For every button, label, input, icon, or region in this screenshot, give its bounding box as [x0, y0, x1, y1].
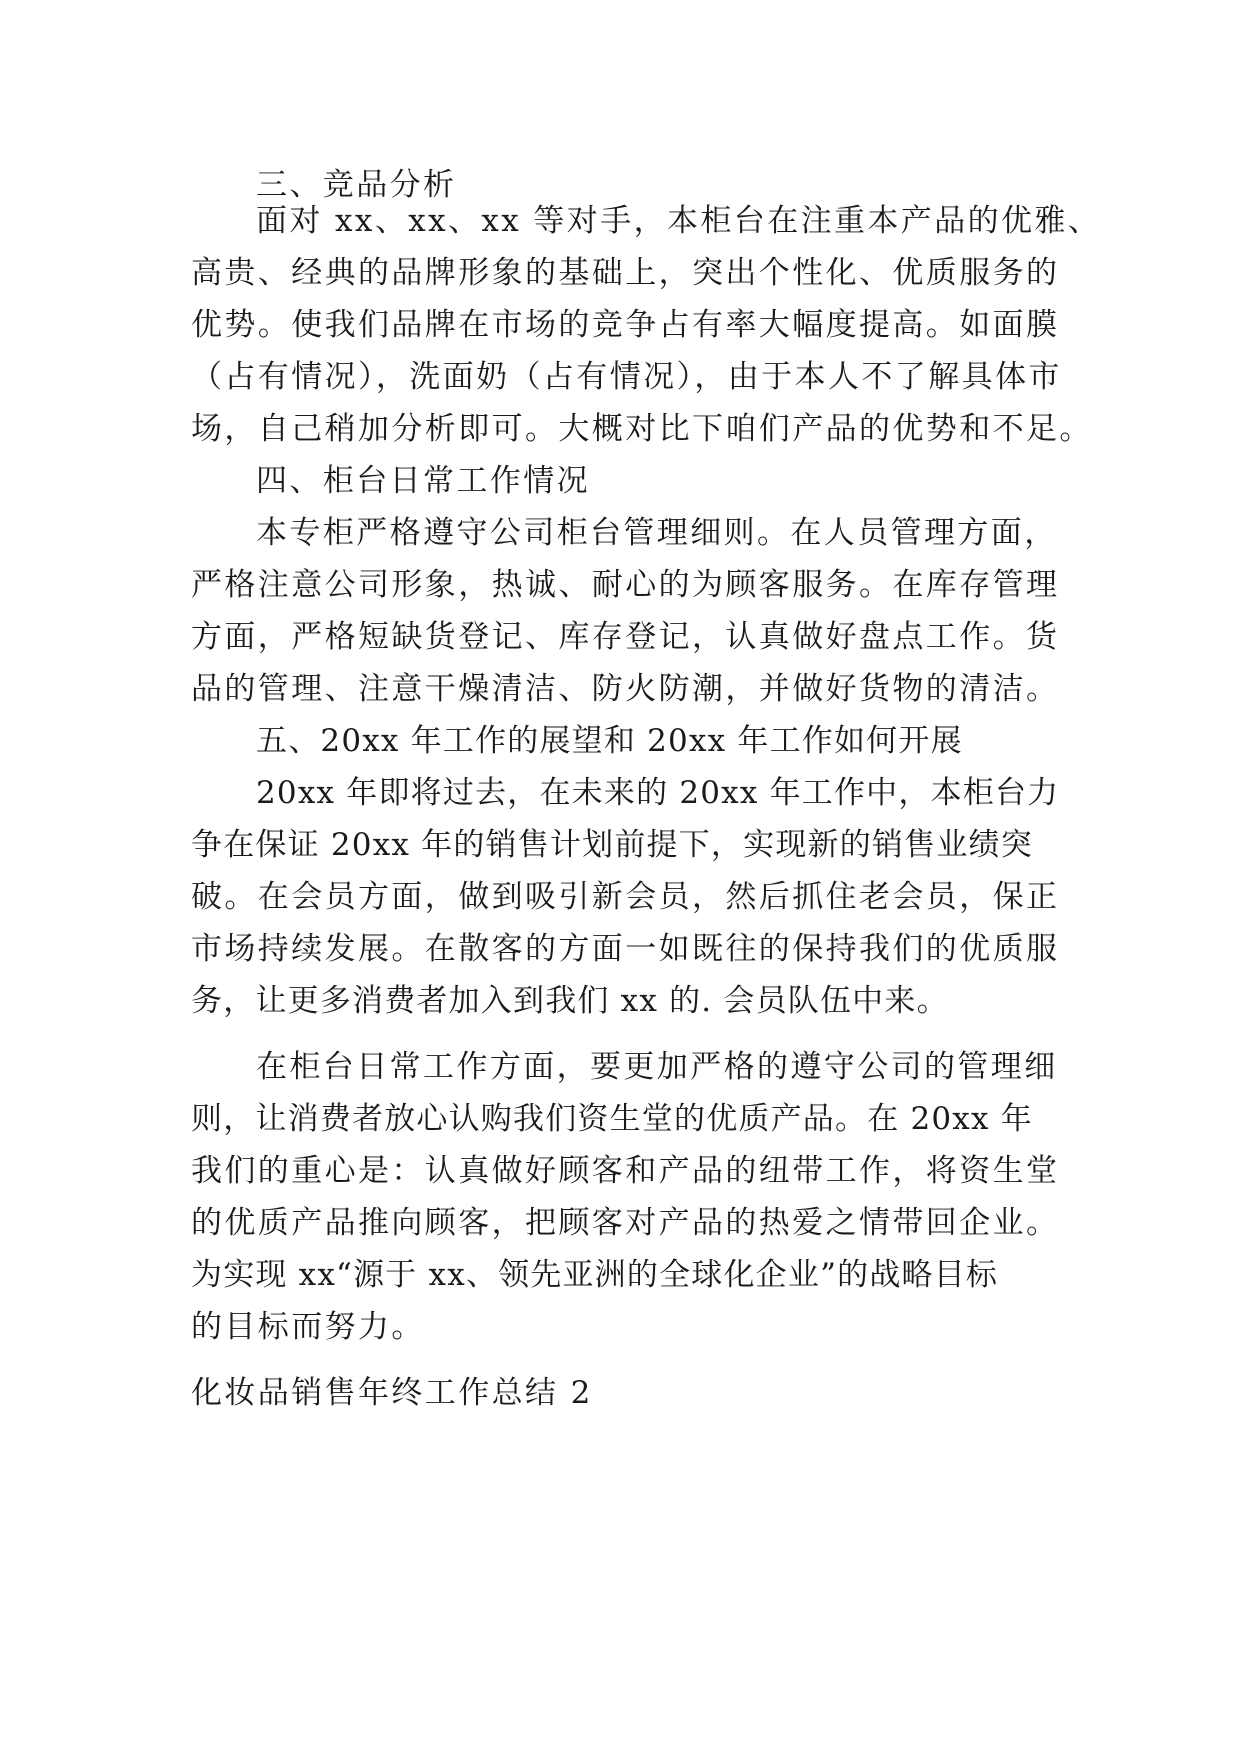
paragraph-line: 我们的重心是：认真做好顾客和产品的纽带工作，将资生堂 [191, 1153, 1060, 1189]
paragraph-line: 优势。使我们品牌在市场的竞争占有率大幅度提高。如面膜 [191, 307, 1060, 343]
paragraph-line: 面对 xx、xx、xx 等对手，本柜台在注重本产品的优雅、 [256, 203, 1102, 239]
section-heading-outlook: 五、20xx 年工作的展望和 20xx 年工作如何开展 [256, 723, 963, 759]
paragraph-line: 严格注意公司形象，热诚、耐心的为顾客服务。在库存管理 [191, 567, 1060, 603]
paragraph-line: 高贵、经典的品牌形象的基础上，突出个性化、优质服务的 [191, 255, 1060, 291]
paragraph-line: 则，让消费者放心认购我们资生堂的优质产品。在 20xx 年 [191, 1101, 1033, 1137]
paragraph-line: 争在保证 20xx 年的销售计划前提下，实现新的销售业绩突 [191, 827, 1033, 863]
paragraph-line: 20xx 年即将过去，在未来的 20xx 年工作中，本柜台力 [256, 775, 1060, 811]
paragraph-line: 务，让更多消费者加入到我们 xx 的. 会员队伍中来。 [191, 983, 949, 1019]
paragraph-line: 方面，严格短缺货登记、库存登记，认真做好盘点工作。货 [191, 619, 1060, 655]
section-heading-competitive-analysis: 三、竞品分析 [256, 167, 457, 203]
paragraph-line: 在柜台日常工作方面，要更加严格的遵守公司的管理细 [256, 1049, 1058, 1085]
paragraph-line: 本专柜严格遵守公司柜台管理细则。在人员管理方面， [256, 515, 1058, 551]
section-heading-counter-daily-work: 四、柜台日常工作情况 [256, 463, 590, 499]
paragraph-line: 的目标而努力。 [191, 1309, 425, 1345]
paragraph-line: 品的管理、注意干燥清洁、防火防潮，并做好货物的清洁。 [191, 671, 1060, 707]
paragraph-line: 市场持续发展。在散客的方面一如既往的保持我们的优质服 [191, 931, 1060, 967]
paragraph-line: 为实现 xx“源于 xx、领先亚洲的全球化企业”的战略目标 [191, 1257, 999, 1293]
paragraph-line: 的优质产品推向顾客，把顾客对产品的热爱之情带回企业。 [191, 1205, 1060, 1241]
paragraph-line: 场，自己稍加分析即可。大概对比下咱们产品的优势和不足。 [191, 411, 1093, 447]
document-title: 化妆品销售年终工作总结 2 [191, 1375, 593, 1411]
paragraph-line: 破。在会员方面，做到吸引新会员，然后抓住老会员，保正 [191, 879, 1060, 915]
paragraph-line: （占有情况），洗面奶（占有情况），由于本人不了解具体市 [191, 359, 1062, 395]
